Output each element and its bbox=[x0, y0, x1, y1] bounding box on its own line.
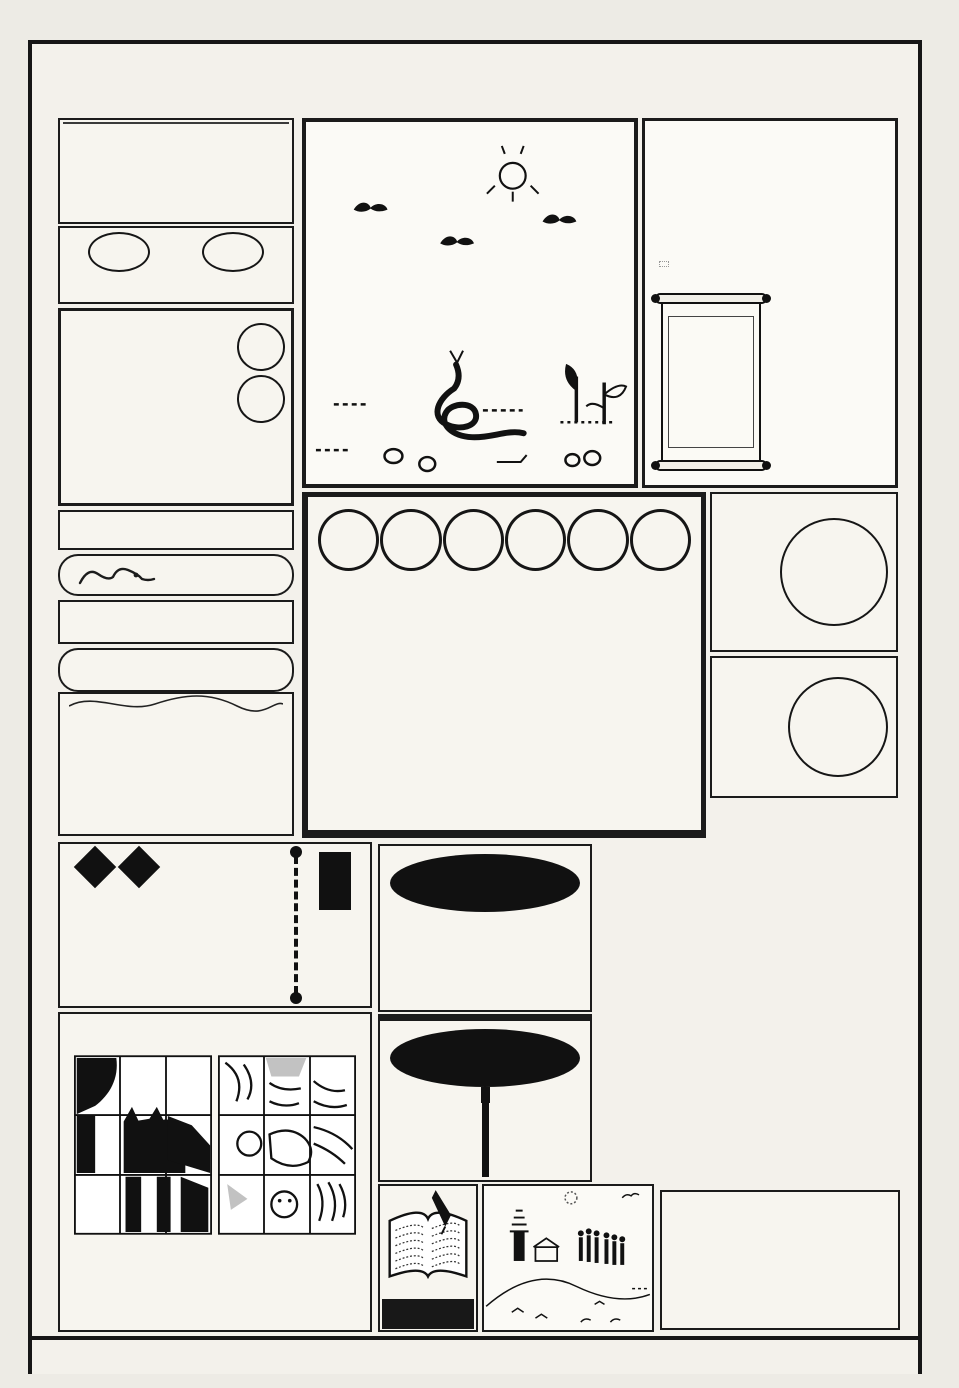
riddle-illustration-box bbox=[302, 118, 638, 488]
computer-analysis-box bbox=[302, 492, 706, 838]
total-open-title-oval bbox=[390, 854, 580, 912]
zodiac-sketch bbox=[74, 561, 160, 589]
special-open-title-oval bbox=[390, 1029, 580, 1087]
special-open-value bbox=[489, 1103, 585, 1177]
circled-number bbox=[235, 373, 288, 426]
bird-icon bbox=[543, 215, 577, 224]
tip-label-box bbox=[319, 852, 351, 910]
col-header bbox=[176, 123, 232, 124]
big-even-section bbox=[598, 800, 905, 1184]
masthead-header bbox=[34, 48, 918, 92]
handwritten-notes bbox=[67, 319, 97, 459]
treasure-map-box bbox=[482, 1184, 654, 1332]
snake-icon bbox=[437, 351, 523, 438]
frequency-labels bbox=[720, 570, 730, 574]
circled-number bbox=[380, 509, 441, 571]
special-open-box bbox=[378, 1014, 592, 1182]
hot-weak-table-box bbox=[58, 118, 294, 224]
frequency-labels bbox=[720, 725, 730, 729]
circled-number bbox=[567, 509, 628, 571]
brand-strip-left bbox=[3, 48, 27, 1344]
circled-number bbox=[202, 232, 264, 272]
special-open-values bbox=[386, 1103, 584, 1177]
zodiac-puzzle-right bbox=[218, 1054, 356, 1236]
circled-number bbox=[780, 518, 888, 626]
code-map-label bbox=[659, 261, 669, 267]
col-header bbox=[120, 123, 176, 124]
special-code-provide bbox=[237, 319, 285, 459]
bird-icon bbox=[354, 203, 388, 212]
circled-number bbox=[235, 321, 288, 374]
lucky-wave-row bbox=[58, 600, 294, 644]
hot-weak-table bbox=[63, 122, 289, 124]
scroll-roller-top bbox=[655, 293, 767, 304]
circled-number bbox=[443, 509, 504, 571]
special-code-box bbox=[58, 308, 294, 506]
contribution-box bbox=[58, 692, 294, 836]
plants bbox=[560, 365, 626, 425]
book-banner bbox=[382, 1299, 474, 1329]
frequency-box-1 bbox=[710, 492, 898, 652]
col-header bbox=[64, 123, 120, 124]
diamond-badge bbox=[74, 846, 116, 888]
circled-number bbox=[318, 509, 379, 571]
scroll-body bbox=[661, 304, 761, 460]
circled-number bbox=[788, 677, 888, 777]
circled-number bbox=[505, 509, 566, 571]
total-open-box bbox=[378, 844, 592, 1012]
dashed-divider bbox=[294, 856, 298, 994]
review-box bbox=[660, 1190, 900, 1330]
circled-number bbox=[88, 232, 150, 272]
book-box bbox=[378, 1184, 478, 1332]
brand-strip-top bbox=[36, 90, 920, 114]
lucky-zodiac-row bbox=[58, 554, 294, 596]
cold-hot-numbers bbox=[62, 232, 290, 272]
zodiac-puzzle-box bbox=[58, 1012, 372, 1332]
zodiac-puzzle-grids bbox=[66, 1054, 364, 1236]
zodiac-puzzle-left bbox=[74, 1054, 212, 1236]
scroll-poem bbox=[655, 293, 767, 479]
brand-strip-right bbox=[933, 48, 957, 1344]
special-code-body bbox=[67, 319, 285, 459]
lucky-range-row bbox=[58, 648, 294, 692]
bird-icon bbox=[440, 236, 474, 245]
riddle-illustration bbox=[306, 122, 634, 484]
col-header bbox=[232, 123, 288, 124]
stones bbox=[385, 449, 601, 471]
scroll-roller-bottom bbox=[655, 460, 767, 471]
footer-imprint bbox=[32, 1336, 918, 1374]
book-and-brush-icon bbox=[382, 1188, 474, 1292]
mystery-tip bbox=[308, 852, 362, 920]
diamond-badge bbox=[118, 846, 160, 888]
frequency-box-2 bbox=[710, 656, 898, 798]
treasure-map-drawing bbox=[484, 1186, 652, 1330]
lucky-special-row bbox=[58, 510, 294, 550]
special-open-value bbox=[386, 1103, 489, 1177]
circled-number bbox=[630, 509, 691, 571]
scroll-pane bbox=[668, 316, 754, 448]
divider-stem bbox=[481, 1087, 490, 1103]
wave-divider bbox=[69, 692, 283, 714]
table-header-row bbox=[64, 123, 289, 124]
computer-numbers bbox=[318, 509, 691, 571]
mystery-box bbox=[58, 842, 372, 1008]
title-art-box bbox=[642, 118, 898, 488]
cold-hot-box bbox=[58, 226, 294, 304]
